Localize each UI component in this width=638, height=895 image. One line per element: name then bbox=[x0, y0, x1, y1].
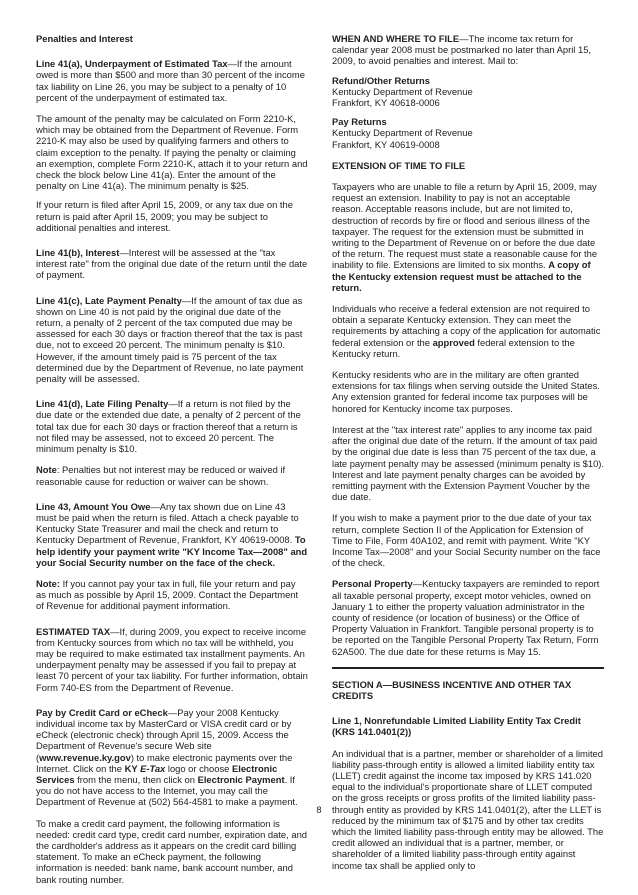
esttax-paragraph bbox=[36, 626, 308, 693]
interest-paragraph: Interest at the "tax interest rate" applies to any income tax paid after the original due date of the return. If the amount of tax paid by the original due date is less than 75 percent of the tax due, a late payment penalty may be assessed (minimum penalty is $10). Interest and late payment penalty charges can be avoided by remitting payment with the Extension Payment Voucher by the due date. bbox=[332, 423, 605, 503]
line41b-label: Line 41(b), Interest bbox=[36, 247, 120, 259]
revenue-url-link[interactable]: www.revenue.ky.gov bbox=[39, 751, 131, 763]
personal-text: —Kentucky taxpayers are reminded to report all taxable personal property, except motor vehicles, owned on January 1 to either the property valuation administrator in the county of residence (or location of business) or the Office of Property Valuation in Frankfort. Tangible personal property is to be reported on the Tangible Personal Property Tax Return, Form 62A500. The due date for these returns is May 15. bbox=[332, 578, 600, 657]
note2-label: Note: bbox=[36, 577, 60, 589]
ext-bold: A copy of the Kentucky extension request must be attached to the return. bbox=[332, 259, 591, 293]
line1-heading bbox=[332, 715, 604, 737]
line43-paragraph bbox=[36, 501, 308, 568]
ext-text1: Taxpayers who are unable to file a return by April 15, 2009, may request an extension. Inability to pay is not an acceptable reason. Acceptable reasons include, but are not limited to, destruction of records by fire or flood and serious illness of the taxpayer. The request for the extension must be submitted in writing to the Department of Revenue on or before the due date of the return. The request must state a reasonable cause for the inability to file. Extensions are limited to six months. bbox=[332, 181, 598, 271]
line43-bold: To help identify your payment write "KY Income Tax—2008" and your Social Security number on the face of the check. bbox=[36, 534, 308, 568]
paycc-text1: —Pay your 2008 Kentucky individual income tax by MasterCard or VISA credit card or by eCheck (electronic check) through April 15, 2009. Access the Department of Revenue's secure Web site ( bbox=[36, 706, 292, 763]
federal-text2: federal extension to the Kentucky return. bbox=[332, 336, 575, 359]
refund-line1: Kentucky Department of Revenue bbox=[332, 85, 473, 97]
esttax-label: ESTIMATED TAX bbox=[36, 625, 111, 637]
when-where-paragraph bbox=[332, 33, 604, 67]
penalty-calc-paragraph: The amount of the penalty may be calculated on Form 2210-K, which may be obtained from the Department of Revenue. Form 2210-K may also be used by qualifying farmers and others to claim exception to the penalty. If paying the penalty or claiming an exemption, complete Form 2210-K, attach it to your return and check the block below Line 41(a). Enter the amount of the penalty on Line 41(a). The minimum penalty is $25. bbox=[36, 113, 308, 192]
paycc-text2: ) to make electronic payments over the Internet. Click on the bbox=[36, 751, 293, 774]
line43-label: Line 43, Amount You Owe bbox=[36, 500, 151, 512]
penalties-heading: Penalties and Interest bbox=[36, 33, 133, 44]
line41c-text: —If the amount of tax due as shown on Line 40 is not paid by the original due date of the return, a penalty of 2 percent of the tax computed due may be assessed for each 30 days or fraction thereof that the tax is past due, not to exceed 20 percent. The minimum penalty is $10. However, if the amount timely paid is 75 percent of the tax determined due by the Department of Revenue, no late payment penalty will be assessed. bbox=[36, 294, 304, 385]
line41a-paragraph bbox=[36, 58, 308, 103]
section-divider bbox=[332, 667, 604, 669]
cc-info-paragraph: To make a credit card payment, the following information is needed: credit card type, credit card number, expiration date, and the cardholder's address as it appears on the credit card billing statement. To make an eCheck payment, the following information is needed: bank name, bank account number, and bank routing number. bbox=[36, 817, 307, 885]
refund-title: Refund/Other Returns bbox=[332, 74, 430, 86]
line41d-text: —If a return is not filed by the due date or the extended due date, a penalty of 2 percent of the total tax due for each 30 days or fraction thereof that a return is not filed may be assessed, not to exceed 20 percent. The minimum penalty is $10. bbox=[36, 398, 301, 455]
paycc-text3: logo or choose bbox=[165, 762, 232, 774]
note2-text: If you cannot pay your tax in full, file your return and pay as much as possible by April 15, 2009. Contact the Department of Revenue for additional payment information. bbox=[36, 577, 299, 612]
pay-address bbox=[332, 116, 604, 150]
paycc-label: Pay by Credit Card or eCheck bbox=[36, 706, 168, 718]
line41c-paragraph bbox=[36, 295, 308, 385]
pay-title: Pay Returns bbox=[332, 116, 387, 128]
when-label: WHEN AND WHERE TO FILE bbox=[332, 33, 460, 44]
paycc-ky: KY bbox=[124, 762, 141, 774]
line1-heading-1: Line 1, Nonrefundable Limited Liability Entity Tax Credit bbox=[332, 715, 581, 727]
federal-text1: Individuals who receive a federal extension are not required to obtain a separate Kentucky extension. They can meet the requirements by attaching a copy of the application for automatic federal extension or the bbox=[332, 303, 601, 348]
left-column bbox=[36, 33, 308, 895]
note2-paragraph bbox=[36, 578, 308, 612]
extension-heading: EXTENSION OF TIME TO FILE bbox=[332, 159, 466, 171]
note1-paragraph bbox=[36, 464, 308, 486]
paycc-etax: E-Tax bbox=[140, 762, 166, 774]
line41d-paragraph bbox=[36, 398, 308, 454]
line41b-text: —Interest will be assessed at the "tax interest rate" from the original due date of the return until the date of payment. bbox=[36, 247, 308, 281]
line41d-label: Line 41(d), Late Filing Penalty bbox=[36, 398, 169, 410]
esttax-text: —If, during 2009, you expect to receive income from Kentucky sources from which no tax will be withheld, you may be required to make estimated tax installment payments. An underpayment penalty may be assessed if you fail to prepay at least 70 percent of your tax liability. For further information, obtain Form 740-ES from the Department of Revenue. bbox=[36, 625, 308, 693]
line41a-label: Line 41(a), Underpayment of Estimated Tax bbox=[36, 58, 228, 70]
paycc-text5: . If you do not have access to the Internet, you may call the Department of Revenue at (502) 564-4581 to make a payment. bbox=[36, 773, 298, 808]
pay-line2: Frankfort, KY 40619-0008 bbox=[332, 138, 440, 150]
when-text: —The income tax return for calendar year 2008 must be postmarked no later than April 15, 2009, to avoid penalties and interest. Mail to: bbox=[332, 33, 592, 67]
line41c-label: Line 41(c), Late Payment Penalty bbox=[36, 294, 182, 306]
paycc-text4: from the menu, then click on bbox=[74, 773, 198, 785]
personal-label: Personal Property bbox=[332, 578, 413, 590]
refund-line2: Frankfort, KY 40618-0006 bbox=[332, 97, 440, 109]
line1-paragraph: An individual that is a partner, member or shareholder of a limited liability pass-through entity is allowed a limited liability entity tax (LLET) credit against the income tax imposed by KRS 141.020 equal to the individual's proportionate share of LLET computed on the gross receipts or gross profits of the limited liability pass-through entity as provided by KRS 141.0401(2), after the LLET is reduced by the minimum tax of $175 and by other tax credits which the limited liability pass-through entity may be allowed. The credit allowed an individual that is a partner, member, or shareholder of a limited liability pass-through entity against income tax shall be applied only to bbox=[332, 747, 604, 871]
federal-bold: approved bbox=[432, 336, 475, 348]
line41a-text: —If the amount owed is more than $500 and more than 30 percent of the income tax liability on Line 26, you may be subject to a penalty of 10 percent of the underpayment of estimated tax. bbox=[36, 58, 305, 103]
prior-payment-paragraph: If you wish to make a payment prior to the due date of your tax return, complete Section II of the Application for Extension of Time to File, Form 40A102, and remit with payment. Write "KY Income Tax—2008" and your Social Security number on the face of the check. bbox=[332, 512, 601, 569]
line41b-paragraph bbox=[36, 247, 308, 281]
federal-paragraph bbox=[332, 303, 604, 359]
page-number: 8 bbox=[316, 804, 322, 815]
paycc-paragraph bbox=[36, 707, 308, 808]
section-a-heading: SECTION A—BUSINESS INCENTIVE AND OTHER TAX CREDITS bbox=[332, 678, 572, 701]
personal-property-paragraph bbox=[332, 578, 604, 656]
right-column bbox=[332, 33, 604, 881]
line43-text: —Any tax shown due on Line 43 must be paid when the return is filed. Attach a check payable to Kentucky State Treasurer and mail the check and return to Kentucky Department of Revenue, Frankfort, KY 40619-0008. bbox=[36, 500, 299, 546]
note1-text: : Penalties but not interest may be reduced or waived if reasonable cause for reduction or waiver can be shown. bbox=[36, 464, 286, 487]
line1-heading-2: (KRS 141.0401(2)) bbox=[332, 726, 412, 738]
refund-address bbox=[332, 75, 604, 109]
extension-paragraph bbox=[332, 181, 604, 293]
paycc-electronic-payment: Electronic Payment bbox=[197, 773, 285, 785]
filed-after-paragraph: If your return is filed after April 15, 2009, or any tax due on the return is paid after April 15, 2009; you may be subject to additional penalties and interest. bbox=[36, 199, 293, 233]
paycc-electronic-services: Electronic Services bbox=[36, 762, 278, 785]
military-paragraph: Kentucky residents who are in the military are often granted extensions for tax filings when serving outside the United States. Any extension granted for federal income tax purposes will be honored for Kentucky income tax purposes. bbox=[332, 369, 600, 414]
pay-line1: Kentucky Department of Revenue bbox=[332, 127, 473, 139]
note1-label: Note bbox=[36, 464, 57, 476]
